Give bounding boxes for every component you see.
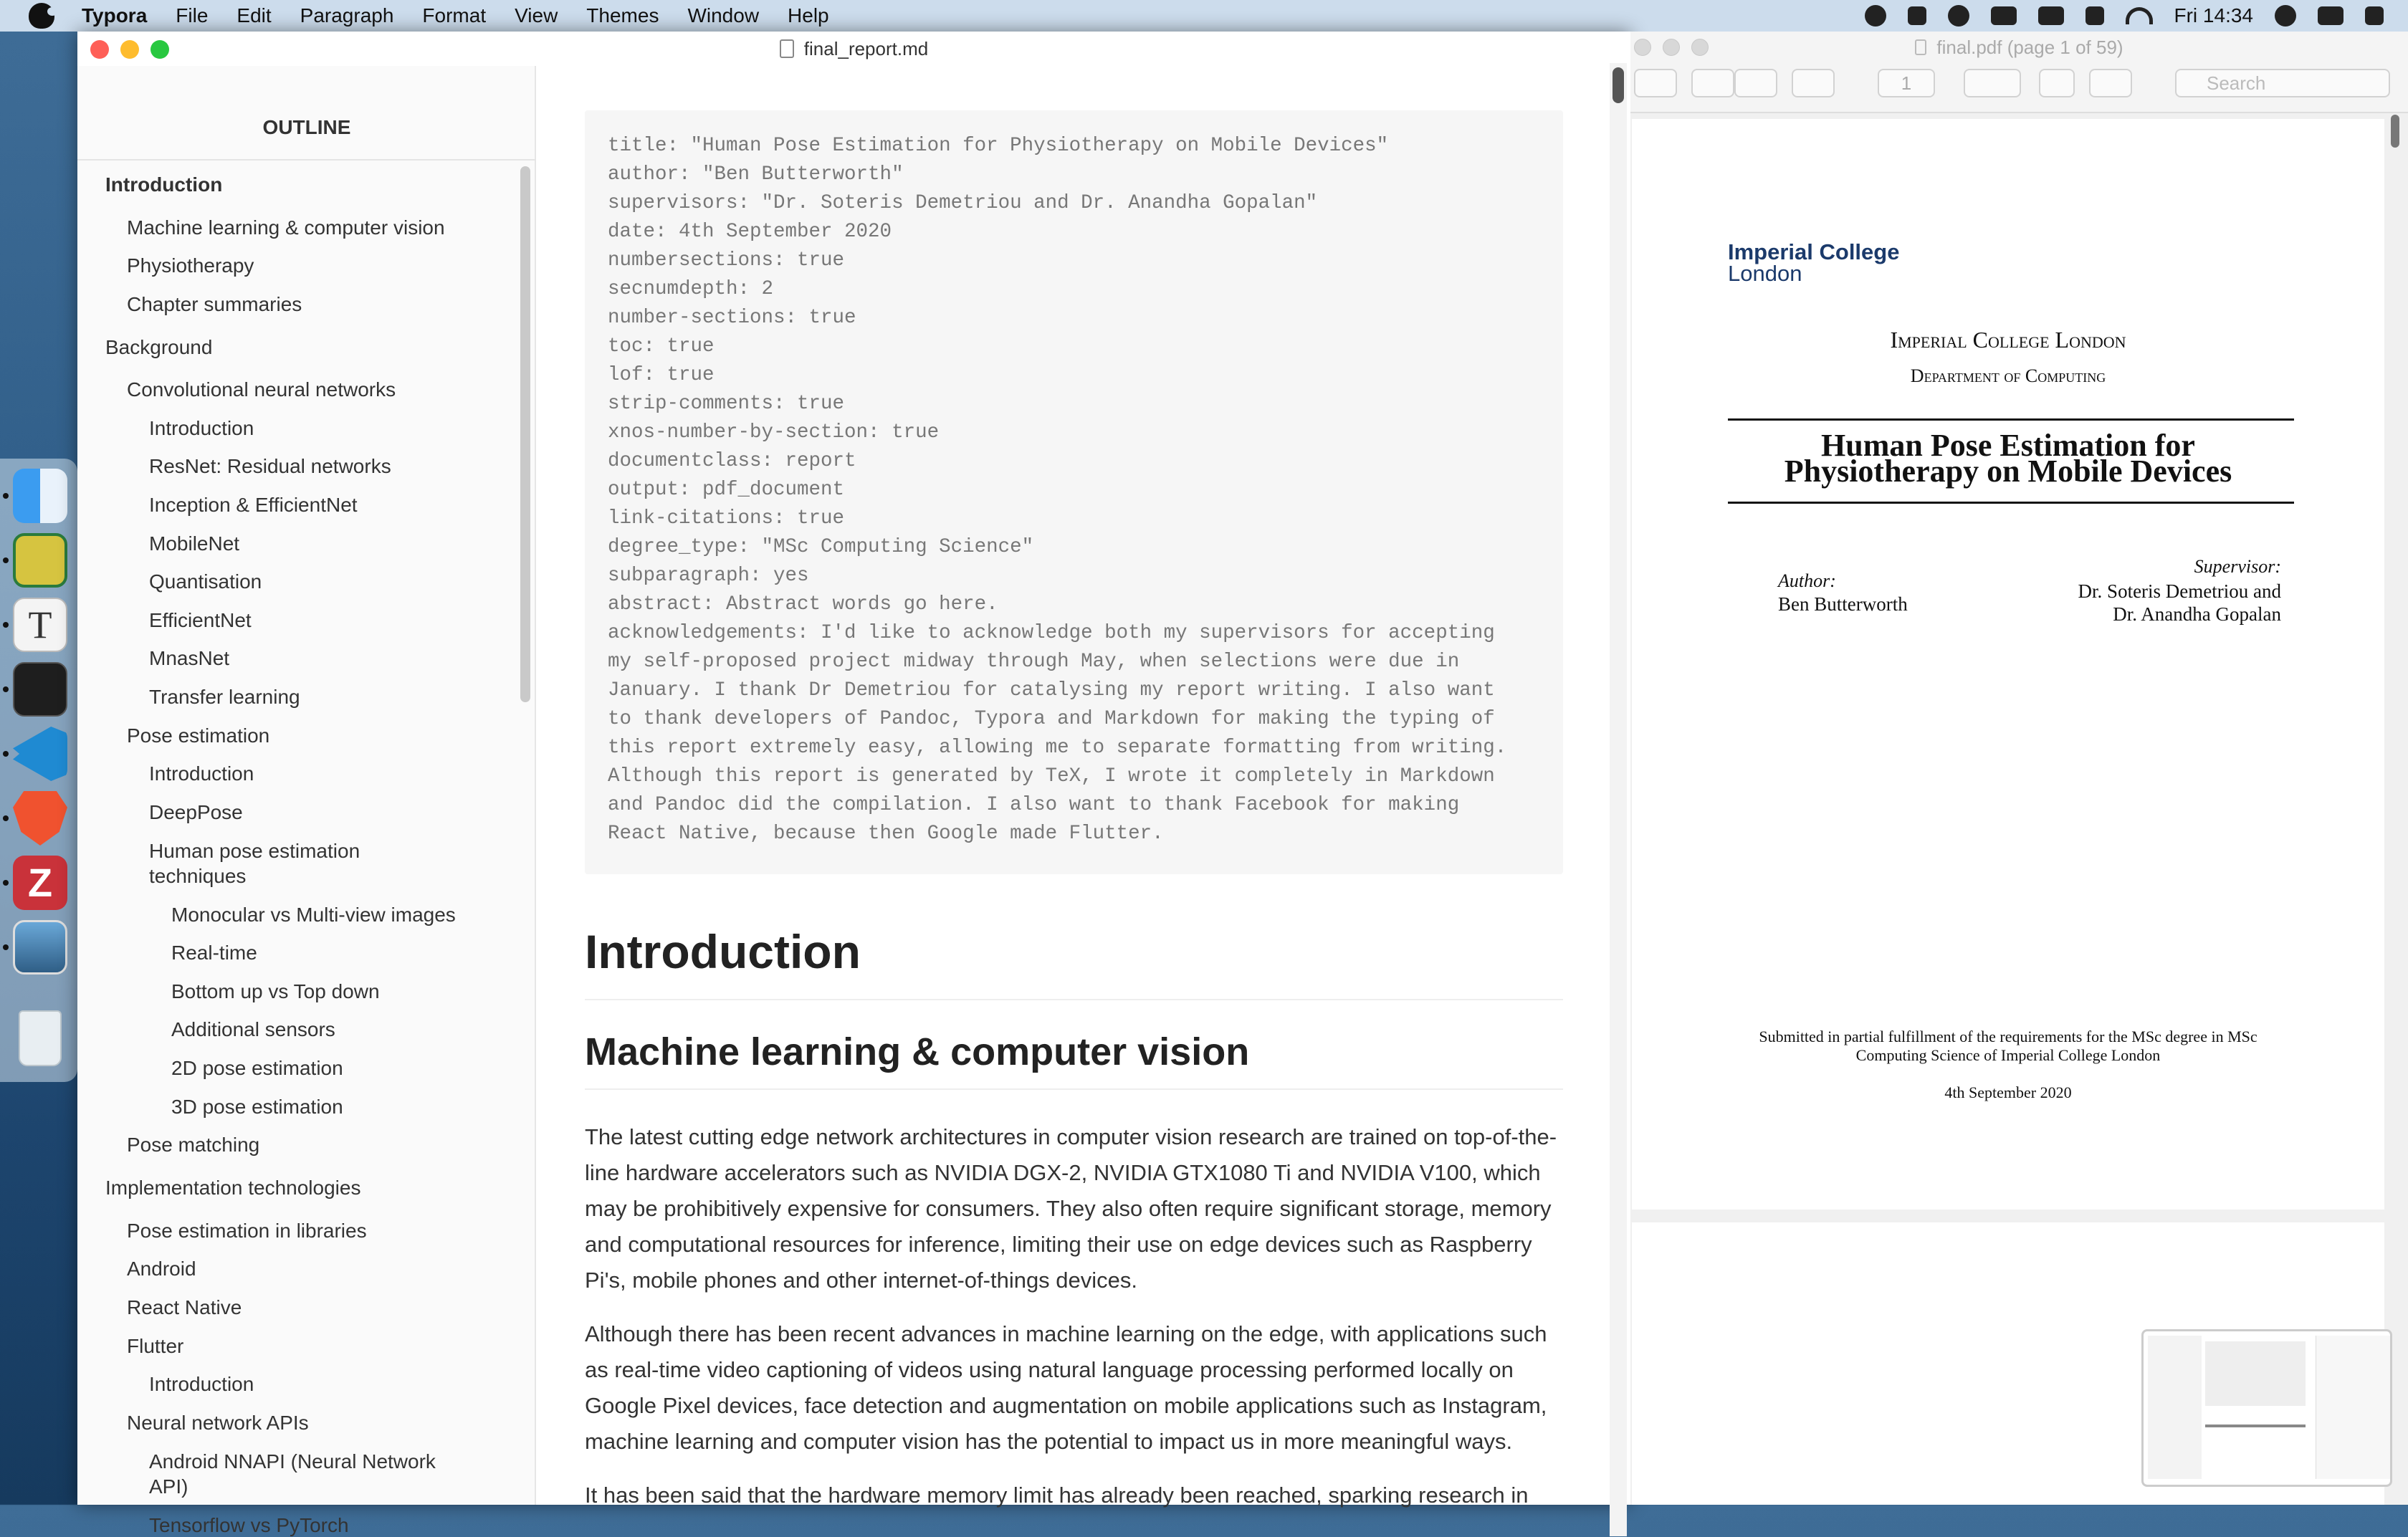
yaml-line[interactable]: number-sections: true: [608, 307, 856, 329]
outline-item[interactable]: Pose estimation in libraries: [127, 1220, 367, 1242]
clock[interactable]: Fri 14:34: [2174, 4, 2253, 27]
zotero-icon[interactable]: Z: [13, 856, 67, 910]
outline-item[interactable]: Android NNAPI (Neural Network: [149, 1450, 436, 1473]
running-indicator: [3, 493, 9, 499]
menu-window[interactable]: Window: [687, 4, 760, 27]
display-icon[interactable]: [2038, 6, 2064, 25]
outline-item[interactable]: Introduction: [105, 173, 223, 196]
close-button[interactable]: [1634, 39, 1651, 56]
running-indicator: [3, 880, 9, 886]
pdf-submitted-line2: Computing Science of Imperial College London: [1855, 1046, 2161, 1064]
menu-paragraph[interactable]: Paragraph: [300, 4, 394, 27]
yaml-line[interactable]: React Native, because then Google made Flutter.: [608, 823, 1164, 845]
outline-item[interactable]: Convolutional neural networks: [127, 378, 396, 401]
preview-title-bar: [1630, 32, 2408, 63]
typora-icon[interactable]: T: [13, 598, 67, 652]
pdf-supervisor-label: Supervisor:: [2194, 556, 2281, 577]
pdf-department: Department of Computing: [1910, 365, 2106, 386]
pdf-page[interactable]: [1632, 119, 2384, 1210]
outline-item[interactable]: Introduction: [149, 417, 254, 439]
imperial-logo-line2: London: [1728, 261, 1802, 286]
running-indicator: [3, 815, 9, 821]
pdf-author: Ben Butterworth: [1778, 593, 1908, 615]
outline-item[interactable]: Inception & EfficientNet: [149, 494, 358, 516]
zoom-button[interactable]: [1691, 39, 1709, 56]
outline-item[interactable]: Implementation technologies: [105, 1177, 361, 1199]
running-indicator: [3, 944, 9, 950]
yaml-line[interactable]: Although this report is generated by TeX, I wrote it completely in Markdown: [608, 765, 1495, 787]
status-tray: [1865, 0, 2384, 32]
outline-item[interactable]: Flutter: [127, 1335, 184, 1357]
pdf-institution: Imperial College London: [1890, 327, 2126, 353]
markup-pen-icon[interactable]: [1964, 69, 2021, 97]
outline-item[interactable]: Human pose estimation: [149, 840, 360, 862]
yaml-line[interactable]: xnos-number-by-section: true: [608, 421, 940, 444]
outline-item[interactable]: Neural network APIs: [127, 1412, 309, 1434]
title-rule-top: [1728, 418, 2294, 421]
menu-help[interactable]: Help: [788, 4, 829, 27]
minimize-button[interactable]: [1663, 39, 1680, 56]
outline-item[interactable]: React Native: [127, 1296, 242, 1318]
yaml-line[interactable]: supervisors: "Dr. Soteris Demetriou and Dr. Anandha Gopalan": [608, 192, 1318, 214]
wifi-icon[interactable]: [2126, 7, 2153, 24]
thumbnail-heading: [2205, 1425, 2306, 1427]
paragraph[interactable]: Although there has been recent advances in machine learning on the edge, with applications such as real-time video captioning of videos using natural language processing performed locally on Google Pixel devices, face detection and augmentation on mobile applications such as Instagram, machine learning and computer vision has the potential to impact us in more meaningful ways.: [585, 1321, 1547, 1454]
outline-item[interactable]: EfficientNet: [149, 609, 252, 631]
outline-item[interactable]: ResNet: Residual networks: [149, 455, 391, 477]
outline-item[interactable]: Tensorflow vs PyTorch: [149, 1514, 349, 1536]
menu-view[interactable]: View: [515, 4, 558, 27]
menu-file[interactable]: File: [176, 4, 209, 27]
markup-toolbar-icon[interactable]: [2089, 69, 2132, 97]
outline-item[interactable]: Additional sensors: [171, 1018, 335, 1040]
outline-item[interactable]: Introduction: [149, 762, 254, 785]
pdf-title-line1: Human Pose Estimation for: [1821, 428, 2195, 463]
running-indicator: [3, 557, 9, 563]
menu-bar: [0, 0, 2408, 32]
thumbnail-code-block: [2205, 1341, 2306, 1406]
battery-icon[interactable]: [2318, 6, 2344, 25]
yaml-line[interactable]: acknowledgements: I'd like to acknowledge both my supervisors for accepting: [608, 622, 1495, 644]
yaml-line[interactable]: my self-proposed project midway through May, when selections were due in: [608, 651, 1460, 673]
brave-icon[interactable]: [13, 791, 67, 846]
preview-scrollbar[interactable]: [2391, 115, 2399, 148]
yaml-line[interactable]: toc: true: [608, 335, 715, 358]
outline-item[interactable]: Bottom up vs Top down: [171, 980, 380, 1002]
outline-item[interactable]: API): [149, 1475, 188, 1498]
yaml-line[interactable]: title: "Human Pose Estimation for Physiotherapy on Mobile Devices": [608, 135, 1389, 157]
paragraph[interactable]: It has been said that the hardware memory limit has already been reached, sparking research in: [585, 1483, 1529, 1508]
outline-item[interactable]: Transfer learning: [149, 686, 300, 708]
outline-item[interactable]: Introduction: [149, 1373, 254, 1395]
yaml-line[interactable]: lof: true: [608, 364, 715, 386]
cloud-sync-icon[interactable]: [1865, 5, 1886, 27]
outline-item[interactable]: Machine learning & computer vision: [127, 216, 445, 239]
yaml-line[interactable]: this report extremely easy, allowing me to separate formatting from writing.: [608, 737, 1507, 759]
sidebar-toggle-icon[interactable]: [1634, 69, 1677, 97]
running-indicator: [3, 686, 9, 692]
trash-icon[interactable]: [19, 1010, 62, 1066]
hammer-icon[interactable]: [1908, 6, 1926, 25]
outline-item[interactable]: Chapter summaries: [127, 293, 302, 315]
heading-machine-learning[interactable]: Machine learning & computer vision: [585, 1030, 1563, 1090]
outline-item[interactable]: MnasNet: [149, 647, 230, 669]
yaml-line[interactable]: date: 4th September 2020: [608, 221, 892, 243]
yaml-line[interactable]: January. I thank Dr Demetriou for catalysing my report writing. I also want: [608, 679, 1495, 702]
share-icon[interactable]: [1792, 69, 1835, 97]
outline-sidebar: [77, 66, 536, 1536]
yaml-line[interactable]: and Pandoc did the compilation. I also want to thank Facebook for making: [608, 794, 1460, 816]
outline-item[interactable]: Pose matching: [127, 1134, 260, 1156]
yaml-line[interactable]: strip-comments: true: [608, 393, 845, 415]
zoom-out-icon[interactable]: [1691, 69, 1734, 97]
imperial-logo: Imperial College: [1728, 239, 1900, 264]
zoom-button[interactable]: [150, 40, 169, 59]
menu-format[interactable]: Format: [422, 4, 487, 27]
outline-item[interactable]: 3D pose estimation: [171, 1096, 343, 1118]
outline-item[interactable]: Monocular vs Multi-view images: [171, 904, 456, 926]
document-icon: [780, 39, 794, 58]
outline-item[interactable]: Background: [105, 336, 213, 358]
outline-item[interactable]: Pose estimation: [127, 724, 270, 747]
yaml-line[interactable]: degree_type: "MSc Computing Science": [608, 536, 1034, 558]
spotlight-search-icon[interactable]: [2275, 5, 2296, 27]
pdf-supervisor-line1: Dr. Soteris Demetriou and: [2078, 580, 2281, 602]
glasses-icon[interactable]: [1991, 6, 2017, 25]
menu-edit[interactable]: Edit: [236, 4, 272, 27]
outline-item[interactable]: 2D pose estimation: [171, 1057, 343, 1079]
outline-item[interactable]: Physiotherapy: [127, 254, 254, 277]
finder-icon[interactable]: [13, 469, 67, 523]
search-input[interactable]: Search: [2175, 69, 2390, 97]
apple-icon[interactable]: [29, 3, 54, 29]
running-indicator: [3, 751, 9, 757]
pdf-date: 4th September 2020: [1944, 1083, 2072, 1101]
preview-icon[interactable]: [13, 920, 67, 975]
sidebar-scrollbar[interactable]: [520, 166, 530, 702]
yaml-line[interactable]: output: pdf_document: [608, 479, 845, 501]
preview-window-controls: [1634, 39, 1709, 56]
typora-title-bar: [77, 32, 1630, 66]
pdf-supervisor-line2: Dr. Anandha Gopalan: [2113, 603, 2281, 625]
screenshot-thumbnail[interactable]: [2141, 1329, 2392, 1487]
outline-item[interactable]: Android: [127, 1258, 196, 1280]
yaml-line[interactable]: subparagraph: yes: [608, 565, 809, 587]
outline-item[interactable]: DeepPose: [149, 801, 243, 823]
rotate-icon[interactable]: [2039, 69, 2075, 97]
yaml-line[interactable]: numbersections: true: [608, 249, 845, 272]
notification-center-icon[interactable]: [2365, 6, 2384, 25]
yaml-line[interactable]: secnumdepth: 2: [608, 278, 774, 300]
yaml-line[interactable]: abstract: Abstract words go here.: [608, 593, 998, 616]
yaml-line[interactable]: author: "Ben Butterworth": [608, 163, 904, 186]
outline-title: OUTLINE: [262, 116, 351, 138]
divider: [77, 159, 536, 161]
dock: [0, 459, 77, 1082]
typora-window: [77, 32, 1630, 1536]
pdf-author-label: Author:: [1778, 570, 1836, 591]
pdf-submitted-line1: Submitted in partial fulfillment of the requirements for the MSc degree in MSc: [1759, 1028, 2258, 1045]
pdf-title-line2: Physiotherapy on Mobile Devices: [1784, 454, 2232, 489]
editor-scrollbar[interactable]: [1612, 67, 1624, 103]
page-number-field[interactable]: 1: [1878, 69, 1935, 97]
title-rule-bottom: [1728, 502, 2294, 504]
menu-themes[interactable]: Themes: [586, 4, 659, 27]
thumbnail-pdf: [2316, 1336, 2390, 1479]
cyberduck-icon[interactable]: [13, 533, 67, 588]
editor-pane[interactable]: [538, 66, 1630, 1508]
close-button[interactable]: [90, 40, 109, 59]
editor-scroll-track[interactable]: [1610, 63, 1627, 1536]
outline-item[interactable]: Real-time: [171, 942, 257, 964]
thumbnail-sidebar: [2148, 1336, 2202, 1479]
window-title: final_report.md: [803, 37, 929, 59]
yaml-line[interactable]: documentclass: report: [608, 450, 856, 472]
pdf-icon: [1915, 39, 1926, 55]
running-indicator: [3, 622, 9, 628]
yaml-front-matter[interactable]: [585, 110, 1563, 874]
menu-app-name[interactable]: Typora: [82, 4, 148, 27]
cloud-upload-icon[interactable]: [1948, 5, 1969, 27]
outline-item[interactable]: Quantisation: [149, 570, 262, 593]
yaml-line[interactable]: link-citations: true: [608, 507, 845, 530]
minimize-button[interactable]: [120, 40, 139, 59]
heading-introduction[interactable]: Introduction: [585, 924, 1563, 1000]
bluetooth-icon[interactable]: [2086, 6, 2104, 25]
yaml-line[interactable]: to thank developers of Pandoc, Typora and Markdown for making the typing of: [608, 708, 1495, 730]
preview-window-title: final.pdf (page 1 of 59): [1936, 36, 2123, 58]
terminal-icon[interactable]: [13, 662, 67, 717]
outline-item[interactable]: techniques: [149, 865, 247, 887]
paragraph[interactable]: The latest cutting edge network architectures in computer vision research are trained on top-of-the-line hardware accelerators such as NVIDIA DGX-2, NVIDIA GTX1080 Ti and NVIDIA V100, which may be prohibitively expensive for consumers. They also often require significant storage, memory and computational resources for inference, limiting their use on edge devices such as Raspberry Pi's, mobile phones and other internet-of-things devices.: [585, 1124, 1557, 1293]
zoom-in-icon[interactable]: [1734, 69, 1777, 97]
outline-item[interactable]: MobileNet: [149, 532, 240, 555]
vscode-icon[interactable]: [13, 727, 67, 781]
